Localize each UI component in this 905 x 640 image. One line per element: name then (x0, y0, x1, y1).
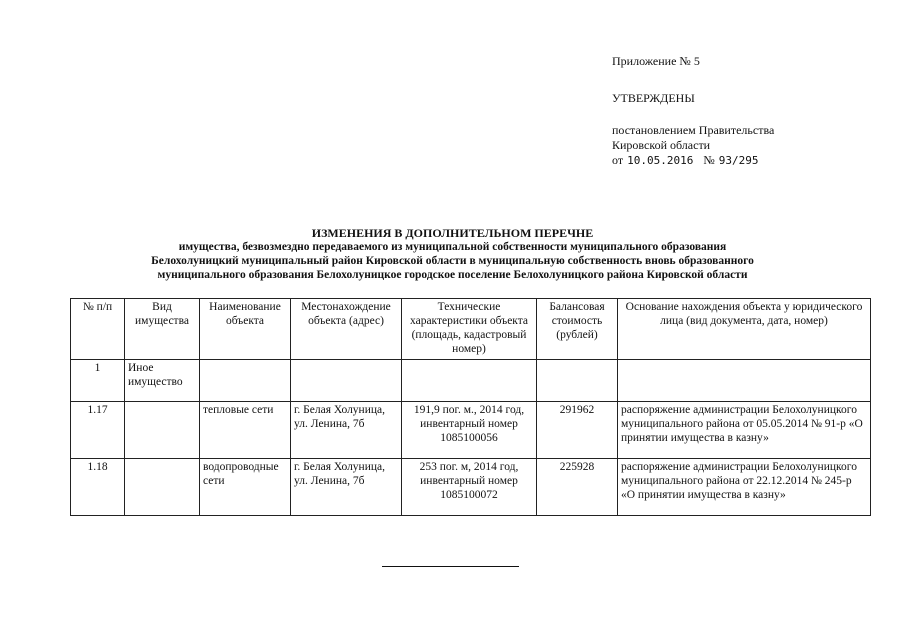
document-title: ИЗМЕНЕНИЯ В ДОПОЛНИТЕЛЬНОМ ПЕРЕЧНЕ (311, 226, 594, 240)
cell-cost: 291962 (537, 402, 618, 459)
cell-tech: 253 пог. м, 2014 год, инвентарный номер 1085100072 (402, 459, 537, 516)
cell-type (125, 402, 200, 459)
table-row (71, 402, 871, 459)
header-basis: Основание нахождения объекта у юридического лица (вид документа, дата, номер) (618, 299, 871, 360)
cell-address (291, 360, 402, 402)
decree-line-1: постановлением Правительства (612, 123, 775, 137)
cell-address: г. Белая Холуница, ул. Ленина, 7б (291, 459, 402, 516)
approval-block (612, 54, 872, 168)
date-prefix: от (612, 153, 624, 167)
number-prefix: № (703, 153, 715, 167)
decree-number: 93/295 (718, 154, 759, 167)
decree-text (612, 123, 872, 168)
property-table (70, 298, 871, 516)
cell-type: Иное имущество (125, 360, 200, 402)
cell-cost (537, 360, 618, 402)
header-cost: Балансовая стоимость (рублей) (537, 299, 618, 360)
cell-tech: 191,9 пог. м., 2014 год, инвентарный номер 1085100056 (402, 402, 537, 459)
decree-line-2: Кировской области (612, 138, 711, 152)
cell-name: тепловые сети (200, 402, 291, 459)
appendix-label: Приложение № 5 (612, 54, 700, 68)
document-heading (90, 226, 815, 282)
cell-name (200, 360, 291, 402)
header-address: Местонахождение объекта (адрес) (291, 299, 402, 360)
cell-cost: 225928 (537, 459, 618, 516)
header-type: Вид имущества (125, 299, 200, 360)
cell-basis: распоряжение администрации Белохолуницкого муниципального района от 05.05.2014 № 91-р «О принятии имущества в казну» (618, 402, 871, 459)
decree-date: 10.05.2016 (627, 154, 694, 167)
table-row (71, 459, 871, 516)
decree-date-line (612, 153, 872, 168)
cell-address: г. Белая Холуница, ул. Ленина, 7б (291, 402, 402, 459)
heading-line-3: муниципального образования Белохолуницкое городское поселение Белохолуницкого района Кировской области (157, 269, 748, 281)
cell-num: 1 (71, 360, 125, 402)
approved-label: УТВЕРЖДЕНЫ (612, 91, 695, 105)
header-tech: Технические характеристики объекта (площадь, кадастровый номер) (402, 299, 537, 360)
header-name: Наименование объекта (200, 299, 291, 360)
header-num: № п/п (71, 299, 125, 360)
heading-line-2: Белохолуницкий муниципальный район Кировской области в муниципальную собственность вновь образованного (151, 255, 754, 267)
cell-num: 1.17 (71, 402, 125, 459)
cell-basis (618, 360, 871, 402)
cell-type (125, 459, 200, 516)
cell-tech (402, 360, 537, 402)
heading-line-1: имущества, безвозмездно передаваемого из муниципальной собственности муниципального образования (178, 241, 727, 253)
cell-name: водопроводные сети (200, 459, 291, 516)
closing-rule (382, 566, 519, 567)
table-row (71, 360, 871, 402)
cell-num: 1.18 (71, 459, 125, 516)
cell-basis: распоряжение администрации Белохолуницкого муниципального района от 22.12.2014 № 245-р «О принятии имущества в казну» (618, 459, 871, 516)
table-header-row (71, 299, 871, 360)
